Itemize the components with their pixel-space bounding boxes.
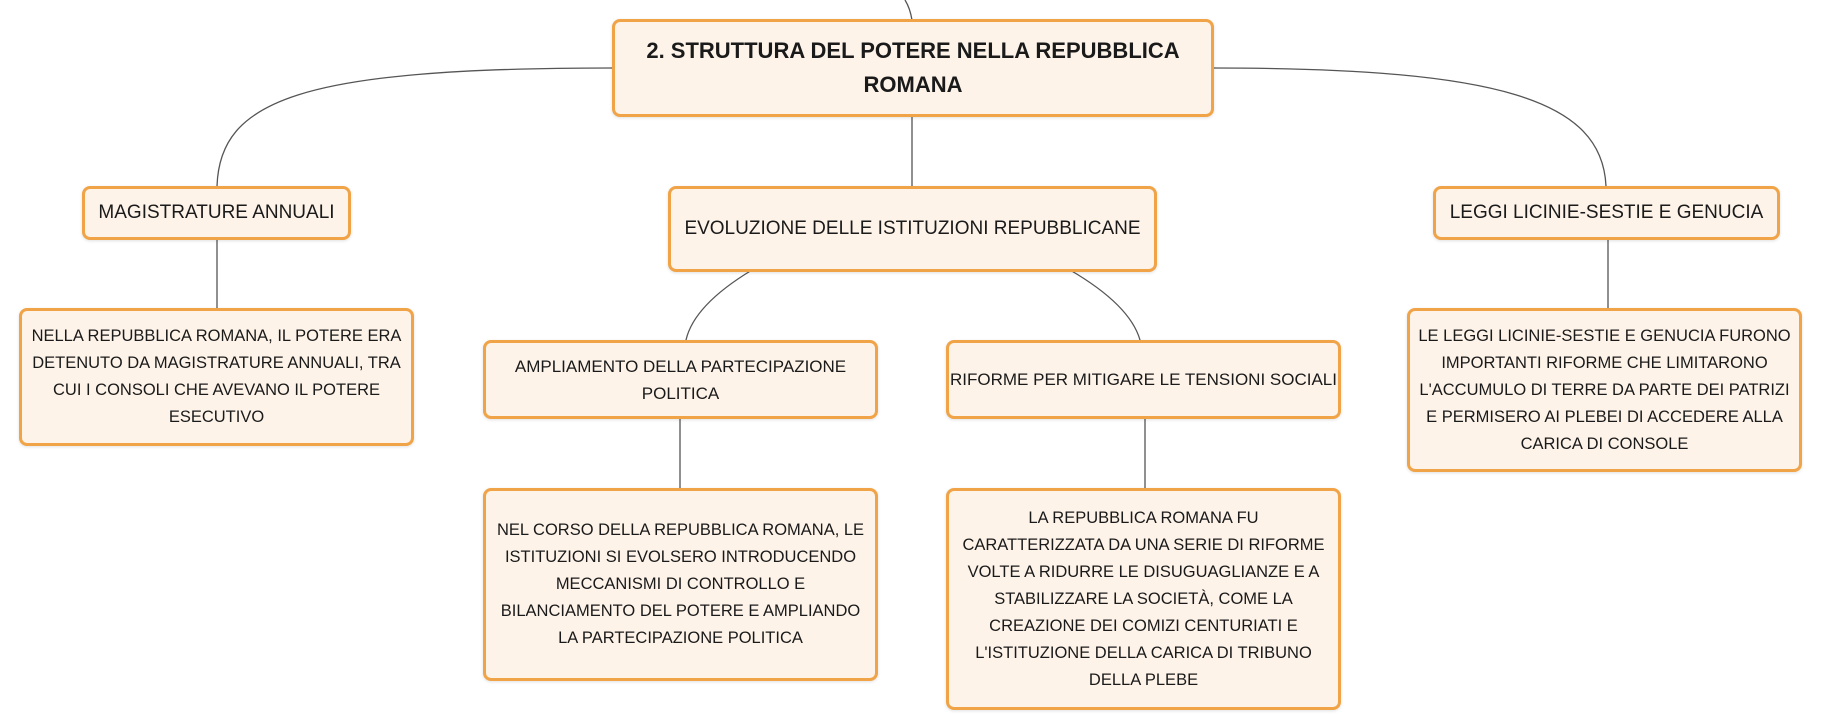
edge-root-leggi — [1213, 68, 1606, 186]
edge-evoluzione-ampliamento — [686, 270, 752, 340]
node-leggi-detail-label: LE LEGGI LICINIE-SESTIE E GENUCIA FURONO IMPORTANTI RIFORME CHE LIMITARONO L'ACCUMULO DI TERRE DA PARTE DEI PATRIZI E PERMISERO AI PLEBEI DI ACCEDERE ALLA CARICA DI CONSOLE — [1418, 326, 1791, 453]
node-riforme-detail-label: LA REPUBBLICA ROMANA FU CARATTERIZZATA DA UNA SERIE DI RIFORME VOLTE A RIDURRE LE DISUGUAGLIANZE E A STABILIZZARE LA SOCIETÀ, COME LA CREAZIONE DEI COMIZI CENTURIATI E L'ISTITUZIONE DELLA CARICA DI TRIBUNO DELLA PLEBE — [962, 508, 1325, 689]
edge-evoluzione-riforme — [1070, 270, 1140, 340]
node-leggi-detail[interactable] — [1407, 308, 1802, 472]
root-node-label: 2. STRUTTURA DEL POTERE NELLA REPUBBLICA ROMANA — [646, 38, 1180, 97]
edge-root-magistrature — [217, 68, 612, 186]
node-riforme-detail[interactable] — [946, 488, 1341, 710]
node-evoluzione-istituzioni-label: EVOLUZIONE DELLE ISTITUZIONI REPUBBLICANE — [684, 218, 1141, 239]
node-leggi-licinie[interactable] — [1433, 186, 1780, 240]
root-node[interactable] — [612, 19, 1214, 117]
node-ampliamento-partecipazione[interactable] — [483, 340, 878, 419]
node-ampliamento-partecipazione-label: AMPLIAMENTO DELLA PARTECIPAZIONE POLITICA — [514, 356, 847, 403]
node-ampliamento-detail[interactable] — [483, 488, 878, 681]
node-leggi-licinie-label: LEGGI LICINIE-SESTIE E GENUCIA — [1449, 202, 1764, 223]
node-evoluzione-istituzioni[interactable] — [668, 186, 1157, 272]
node-magistrature-annuali-label: MAGISTRATURE ANNUALI — [98, 202, 335, 223]
node-magistrature-detail[interactable] — [19, 308, 414, 446]
edge-top-stub — [905, 0, 912, 20]
node-magistrature-annuali[interactable] — [82, 186, 351, 240]
node-riforme-tensioni[interactable] — [946, 340, 1341, 419]
node-ampliamento-detail-label: NEL CORSO DELLA REPUBBLICA ROMANA, LE ISTITUZIONI SI EVOLSERO INTRODUCENDO MECCANISMI DI CONTROLLO E BILANCIAMENTO DEL POTERE E AMPLIANDO LA PARTECIPAZIONE POLITICA — [496, 521, 865, 647]
node-magistrature-detail-label: NELLA REPUBBLICA ROMANA, IL POTERE ERA DETENUTO DA MAGISTRATURE ANNUALI, TRA CUI I CONSOLI CHE AVEVANO IL POTERE ESECUTIVO — [31, 327, 402, 426]
node-riforme-tensioni-label: RIFORME PER MITIGARE LE TENSIONI SOCIALI — [950, 370, 1337, 389]
